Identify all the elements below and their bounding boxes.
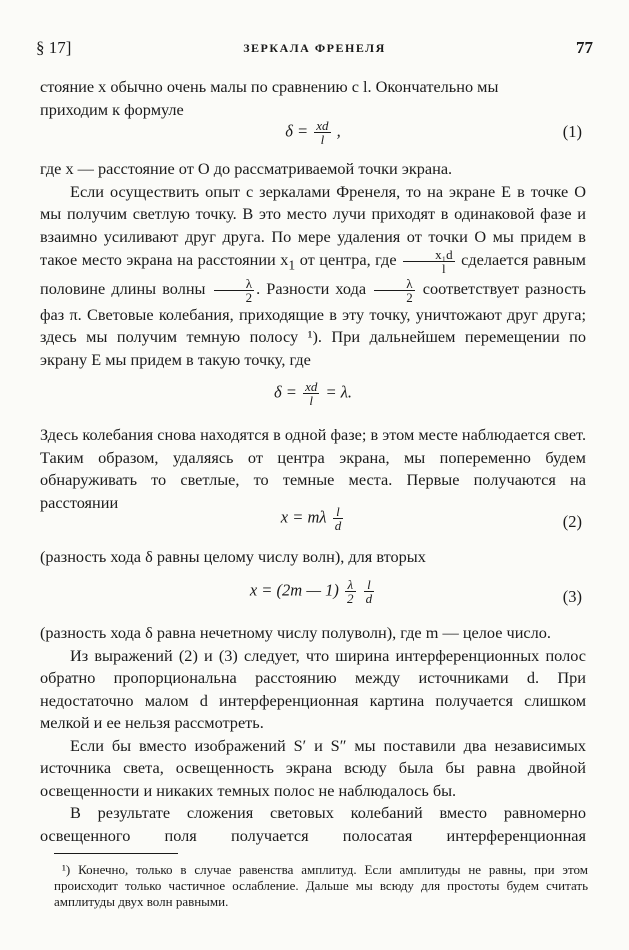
fraction: $\frac{l}{d}$ <box>334 504 342 533</box>
formula-expression: δ = $\frac{xd}{l}$ = λ. <box>274 379 352 408</box>
formula-4 <box>40 578 586 612</box>
paragraph: Здесь колебания снова находятся в одной фазе; в этом месте наблюдается свет. Таким образом, удаляясь от центра экрана, мы попеременно будем обнаруживать то светлые, то темные места. Первые получаются на расстоянии <box>40 425 587 512</box>
footnote-text: ¹) Конечно, только в случае равенства амплитуд. Если амплитуды не равны, при этом происходит только частичное ослабление. Дальше мы всюду для простоты будем считать амплитуды двух волн равными. <box>54 862 588 909</box>
section-marker: § 17] <box>36 38 72 57</box>
fraction: $\frac{l}{d}$ <box>365 577 373 606</box>
equation-number: (1) <box>562 122 582 141</box>
paragraph: В результате сложения световых колебаний вместо равномерно освещенного поля получается полосатая интерференционная <box>40 803 586 845</box>
footnote-divider <box>54 853 178 854</box>
running-header <box>36 38 593 60</box>
fraction: $\frac{\lambda}{2}$ <box>374 277 415 304</box>
fraction: $\frac{\lambda}{2}$ <box>347 577 354 606</box>
formula-1 <box>40 119 586 149</box>
paragraph-block <box>40 546 586 569</box>
paragraph-block <box>40 158 586 371</box>
text-line: приходим к формуле <box>40 99 184 119</box>
fraction: $\frac{xd}{l}$ <box>316 118 329 147</box>
fraction: $\frac{\text{x₁d}}{l}$ <box>403 248 455 275</box>
fraction: $\frac{\lambda}{2}$ <box>214 277 255 304</box>
paragraph: где x — расстояние от O до рассматриваемой точки экрана. <box>40 159 453 178</box>
formula-expression: x = mλ $\frac{l}{d}$ <box>280 504 342 533</box>
formula-3 <box>40 505 586 539</box>
paragraph: Если осуществить опыт с зеркалами Френеля, то на экране E в точке O мы получим светлую точку. В это место лучи приходят в одинаковой фазе и взаимно усиливают друг друга. По мере удаления от точки O мы придем в такое место экрана на расстоянии $x_1$ от центра, где $\frac{\text{x₁d}}{l}$ сделается равным половине длины волны $\frac{\lambda}{2}$ . Разности хода $\frac{\lambda}{2}$ соответствует разность фаз π. Световые колебания, приходящие в эту точку, уничтожают друг друга; здесь мы получим темную полосу ¹). При дальнейшем перемещении по экрану E мы придем в такую точку, где <box>40 181 586 369</box>
equation-number: (3) <box>562 587 582 606</box>
paragraph: (разность хода δ равна нечетному числу полуволн), где m — целое число. <box>40 623 551 642</box>
paragraph: Из выражений (2) и (3) следует, что ширина интерференционных полос обратно пропорциональна расстоянию между источниками d. При недостаточно малом d интерференционная картина получается слишком мелкой и ее нельзя рассмотреть. <box>40 645 586 732</box>
footnote <box>54 862 588 910</box>
paragraph: (разность хода δ равны целому числу волн), для вторых <box>40 547 426 566</box>
page-number: 77 <box>576 38 593 57</box>
fraction: $\frac{xd}{l}$ <box>305 379 318 408</box>
formula-expression: x = (2m — 1) $\frac{\lambda}{2}$ $\frac{l}{d}$ <box>249 577 373 606</box>
chapter-title: ЗЕРКАЛА ФРЕНЕЛЯ <box>243 41 386 55</box>
paragraph: Если бы вместо изображений S′ и S″ мы поставили два независимых источника света, освещенность экрана всюду была бы равна двойной освещенности и никаких темных полос не наблюдалось бы. <box>40 735 586 800</box>
text-line: стояние x обычно очень малы по сравнению с l. Окончательно мы <box>40 77 499 96</box>
formula-expression: δ = $\frac{xd}{l}$ , <box>285 118 341 147</box>
formula-2 <box>40 380 586 410</box>
paragraph-continuation <box>40 76 586 121</box>
paragraph-block <box>40 424 586 514</box>
paragraph-block <box>40 622 586 847</box>
equation-number: (2) <box>562 512 582 531</box>
